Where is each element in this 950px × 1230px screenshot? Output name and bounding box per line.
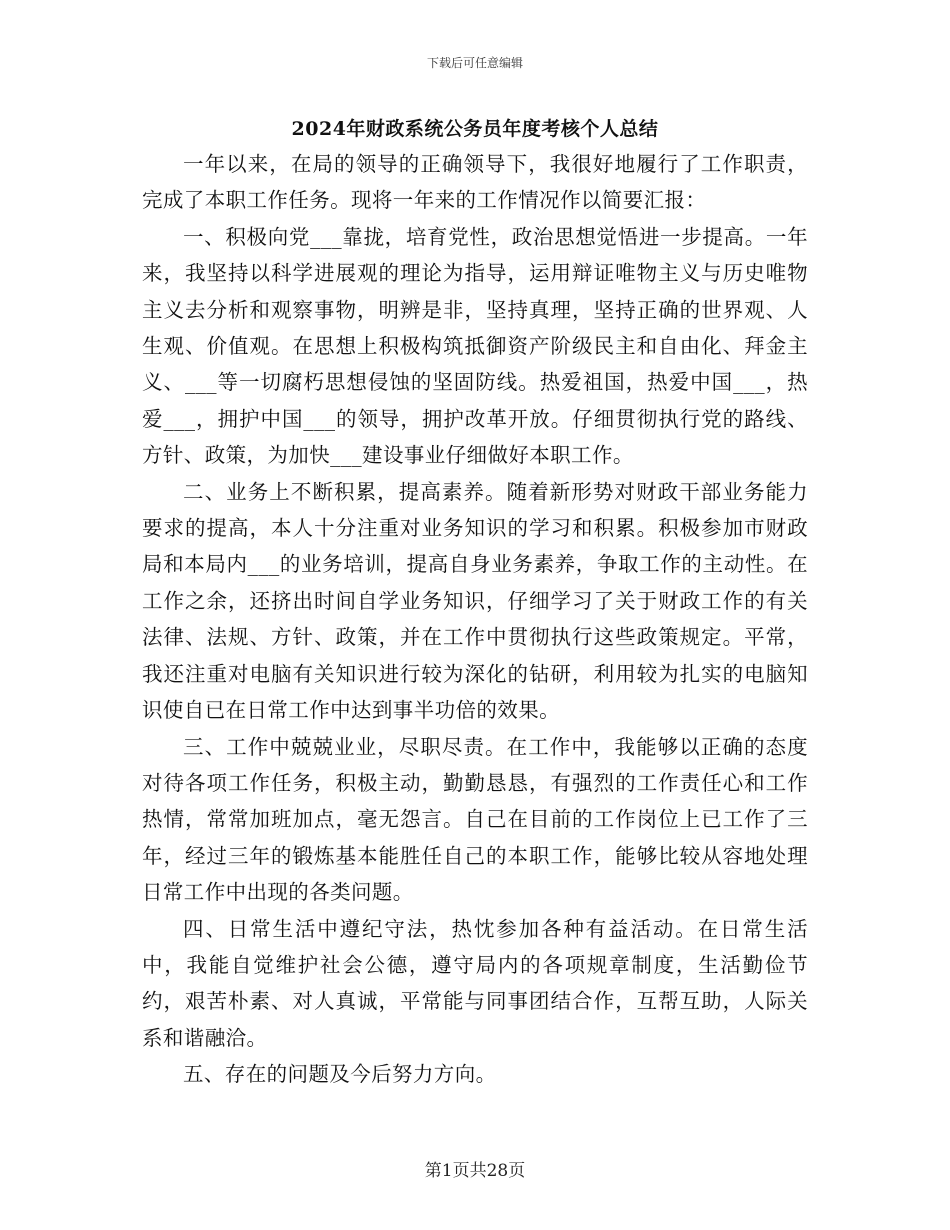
document-body (142, 146, 808, 1093)
paragraph-professional-study: 二、业务上不断积累，提高素养。随着新形势对财政干部业务能力要求的提高，本人十分注重对业务知识的学习和积累。积极参加市财政局和本局内___的业务培训，提高自身业务素养，争取工作的主动性。在工作之余，还挤出时间自学业务知识，仔细学习了关于财政工作的有关法律、法规、方针、政策，并在工作中贯彻执行这些政策规定。平常，我还注重对电脑有关知识进行较为深化的钻研，利用较为扎实的电脑知识使自已在日常工作中达到事半功倍的效果。 (142, 479, 808, 723)
paragraph-daily-life: 四、日常生活中遵纪守法，热忱参加各种有益活动。在日常生活中，我能自觉维护社会公德，遵守局内的各项规章制度，生活勤俭节约，艰苦朴素、对人真诚，平常能与同事团结合作，互帮互助，人际关系和谐融洽。 (142, 916, 808, 1050)
paragraph-political-thought: 一、积极向党___靠拢，培育党性，政治思想觉悟进一步提高。一年来，我坚持以科学进展观的理论为指导，运用辩证唯物主义与历史唯物主义去分析和观察事物，明辨是非，坚持真理，坚持正确的世界观、人生观、价值观。在思想上积极构筑抵御资产阶级民主和自由化、拜金主义、___等一切腐朽思想侵蚀的坚固防线。热爱祖国，热爱中国___，热爱___，拥护中国___的领导，拥护改革开放。仔细贯彻执行党的路线、方针、政策，为加快___建设事业仔细做好本职工作。 (142, 224, 808, 468)
page-number: 第1页共28页 (424, 1161, 526, 1181)
paragraph-intro: 一年以来，在局的领导的正确领导下，我很好地履行了工作职责，完成了本职工作任务。现将一年来的工作情况作以简要汇报： (142, 152, 808, 213)
header-note: 下载后可任意编辑 (426, 56, 523, 70)
paragraph-work-diligence: 三、工作中兢兢业业，尽职尽责。在工作中，我能够以正确的态度对待各项工作任务，积极主动，勤勤恳恳，有强烈的工作责任心和工作热情，常常加班加点，毫无怨言。自己在目前的工作岗位上已工作了三年，经过三年的锻炼基本能胜任自己的本职工作，能够比较从容地处理日常工作中出现的各类问题。 (142, 734, 808, 905)
paragraph-problems: 五、存在的问题及今后努力方向。 (183, 1062, 497, 1087)
document-title: 2024年财政系统公务员年度考核个人总结 (291, 118, 659, 140)
